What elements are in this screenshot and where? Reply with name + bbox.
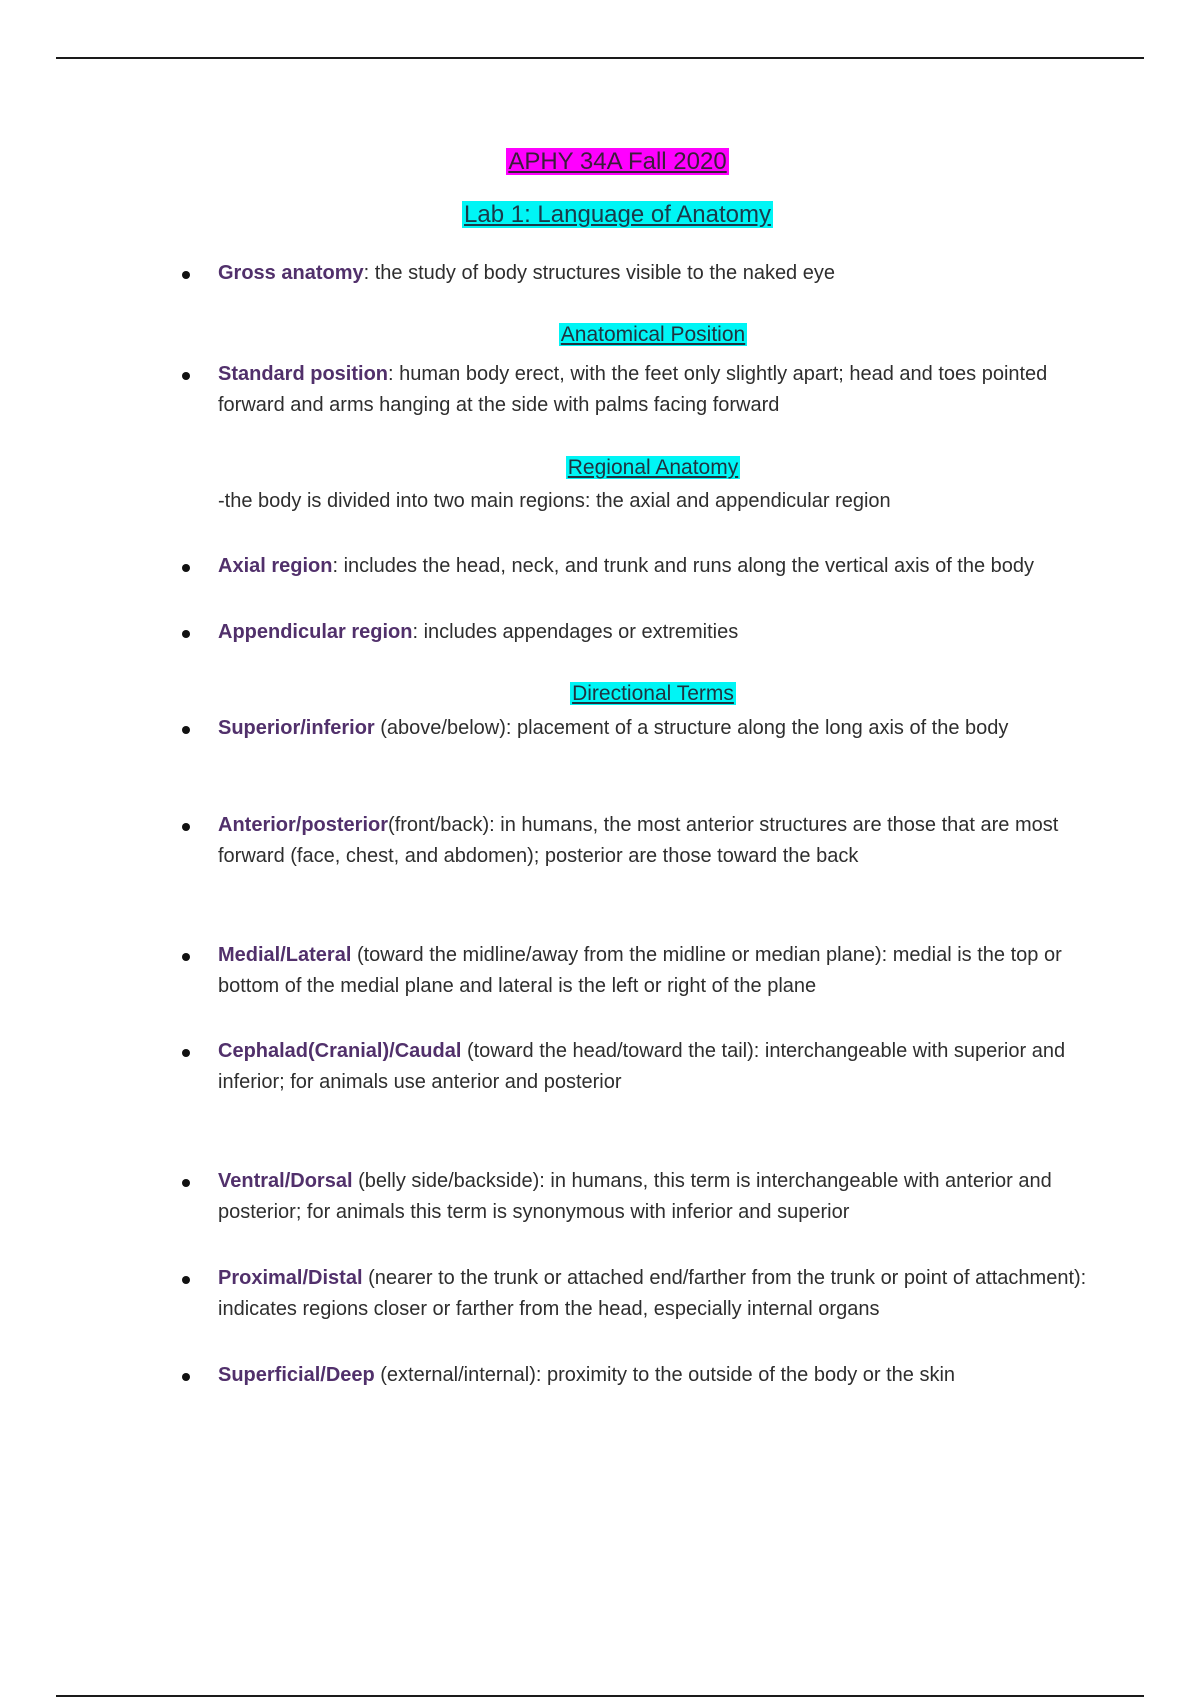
definition: (front/back): in humans, the most anterior structures are those that are most forward (face, chest, and abdomen); posterior are those toward the back xyxy=(218,814,1059,867)
term: Superior/inferior xyxy=(218,717,375,739)
bullet xyxy=(182,823,190,831)
bottom-rule xyxy=(56,1695,1144,1697)
term: Ventral/Dorsal xyxy=(218,1170,353,1192)
list-item-appendicular-region xyxy=(218,617,1098,648)
term: Axial region xyxy=(218,555,333,577)
definition: (toward the head/toward the tail): interchangeable with superior and inferior; for animals use anterior and posterior xyxy=(218,1040,1066,1093)
bullet xyxy=(182,271,190,279)
definition: (belly side/backside): in humans, this term is interchangeable with anterior and posterior; for animals this term is synonymous with inferior and superior xyxy=(218,1170,1052,1223)
list-item-standard-position xyxy=(218,359,1098,421)
definition: (toward the midline/away from the midline or median plane): medial is the top or bottom of the medial plane and lateral is the left or right of the plane xyxy=(218,944,1062,997)
bullet xyxy=(182,1373,190,1381)
term: Proximal/Distal xyxy=(218,1267,363,1289)
bullet xyxy=(182,953,190,961)
definition: (above/below): placement of a structure along the long axis of the body xyxy=(374,717,1009,739)
section-heading-directional-terms: Directional Terms xyxy=(572,682,734,705)
list-item-medial-lateral xyxy=(218,940,1098,1002)
list-item-superior-inferior xyxy=(218,713,1098,744)
list-item-axial-region xyxy=(218,551,1098,582)
lab-title: Lab 1: Language of Anatomy xyxy=(464,201,771,228)
definition: : includes the head, neck, and trunk and runs along the vertical axis of the body xyxy=(332,555,1035,577)
definition: (nearer to the trunk or attached end/farther from the trunk or point of attachment): indicates regions closer or farther from the head, especially internal organs xyxy=(218,1267,1087,1320)
term: Cephalad(Cranial)/Caudal xyxy=(218,1040,462,1062)
top-rule xyxy=(56,57,1144,59)
regional-note: -the body is divided into two main regions: the axial and appendicular region xyxy=(218,490,891,512)
bullet xyxy=(182,630,190,638)
bullet xyxy=(182,564,190,572)
section-heading-regional-anatomy: Regional Anatomy xyxy=(567,456,739,479)
term: Medial/Lateral xyxy=(218,944,352,966)
bullet xyxy=(182,726,190,734)
list-item-ventral-dorsal xyxy=(218,1166,1098,1228)
definition: : the study of body structures visible to the naked eye xyxy=(363,262,835,284)
bullet xyxy=(182,372,190,380)
list-item-anterior-posterior xyxy=(218,810,1098,872)
term: Gross anatomy xyxy=(218,262,364,284)
term: Appendicular region xyxy=(218,621,413,643)
definition: : includes appendages or extremities xyxy=(412,621,739,643)
term: Standard position xyxy=(218,363,388,385)
definition: (external/internal): proximity to the outside of the body or the skin xyxy=(374,1364,956,1386)
list-item-gross-anatomy xyxy=(218,258,1098,289)
bullet xyxy=(182,1276,190,1284)
bullet xyxy=(182,1179,190,1187)
definition: : human body erect, with the feet only slightly apart; head and toes pointed forward and arms hanging at the side with palms facing forward xyxy=(218,363,1048,416)
bullet xyxy=(182,1049,190,1057)
list-item-proximal-distal xyxy=(218,1263,1098,1325)
course-title: APHY 34A Fall 2020 xyxy=(508,148,727,175)
section-heading-anatomical-position: Anatomical Position xyxy=(560,323,746,346)
list-item-superficial-deep xyxy=(218,1360,1098,1391)
term: Anterior/posterior xyxy=(218,814,389,836)
term: Superficial/Deep xyxy=(218,1364,375,1386)
list-item-cephalad-caudal xyxy=(218,1036,1098,1098)
